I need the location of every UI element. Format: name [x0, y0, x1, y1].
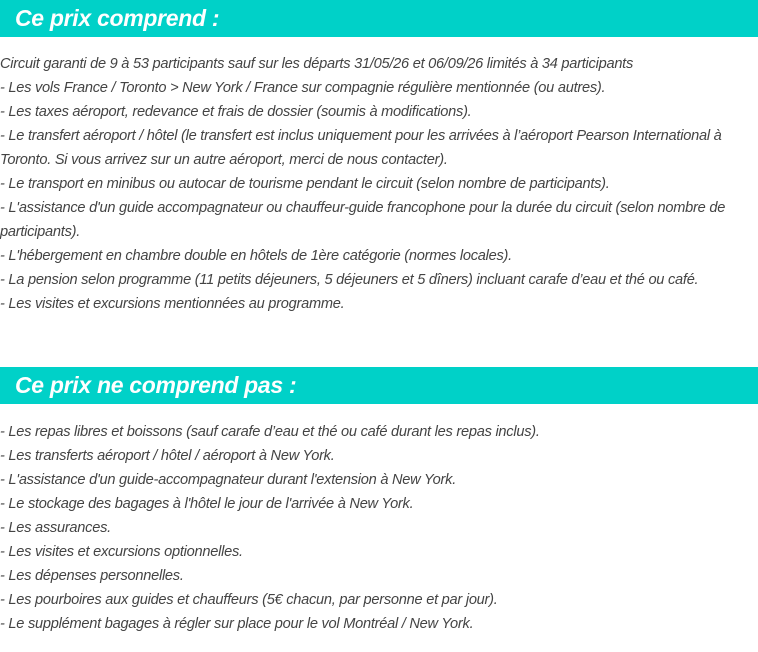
includes-item: - Les taxes aéroport, redevance et frais de dossier (soumis à modifications).: [0, 104, 472, 120]
excludes-item: - Les assurances.: [0, 520, 111, 536]
includes-item: - Le transport en minibus ou autocar de tourisme pendant le circuit (selon nombre de participants).: [0, 176, 610, 192]
includes-item: - Le transfert aéroport / hôtel (le transfert est inclus uniquement pour les arrivées à l’aéroport Pearson International à Toronto. Si vous arrivez sur un autre aéroport, merci de nous contacter).: [0, 128, 722, 168]
excludes-item: - Les visites et excursions optionnelles.: [0, 544, 243, 560]
includes-list: [0, 52, 752, 316]
includes-item: - L'assistance d'un guide accompagnateur ou chauffeur-guide francophone pour la durée du circuit (selon nombre de participants).: [0, 200, 726, 240]
includes-section-title: Ce prix comprend :: [0, 0, 758, 37]
excludes-item: - Les transferts aéroport / hôtel / aéroport à New York.: [0, 448, 335, 464]
excludes-item: - L'assistance d'un guide-accompagnateur durant l'extension à New York.: [0, 472, 456, 488]
includes-item: - L'hébergement en chambre double en hôtels de 1ère catégorie (normes locales).: [0, 248, 512, 264]
excludes-item: - Le stockage des bagages à l'hôtel le jour de l'arrivée à New York.: [0, 496, 414, 512]
excludes-item: - Les repas libres et boissons (sauf carafe d’eau et thé ou café durant les repas inclus).: [0, 424, 540, 440]
includes-item: - La pension selon programme (11 petits déjeuners, 5 déjeuners et 5 dîners) incluant carafe d’eau et thé ou café.: [0, 272, 699, 288]
excludes-item: - Les dépenses personnelles.: [0, 568, 184, 584]
excludes-list: [0, 420, 752, 636]
includes-item: - Les visites et excursions mentionnées au programme.: [0, 296, 345, 312]
includes-item: - Les vols France / Toronto > New York / France sur compagnie régulière mentionnée (ou autres).: [0, 80, 606, 96]
excludes-item: - Le supplément bagages à régler sur place pour le vol Montréal / New York.: [0, 616, 474, 632]
excludes-section-title: Ce prix ne comprend pas :: [0, 367, 758, 404]
excludes-item: - Les pourboires aux guides et chauffeurs (5€ chacun, par personne et par jour).: [0, 592, 498, 608]
includes-item: Circuit garanti de 9 à 53 participants sauf sur les départs 31/05/26 et 06/09/26 limités à 34 participants: [0, 56, 634, 72]
